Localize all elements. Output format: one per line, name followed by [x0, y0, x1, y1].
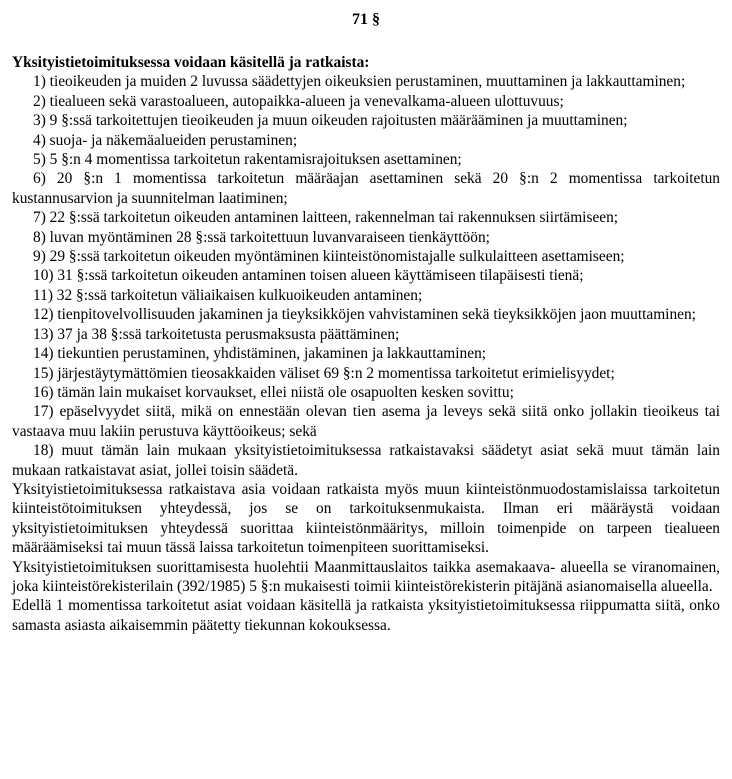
- list-item: 3) 9 §:ssä tarkoitettujen tieoikeuden ja muun oikeuden rajoitusten määrääminen ja muuttaminen;: [33, 112, 628, 130]
- list-item: 17) epäselvyydet siitä, mikä on ennestään olevan tien asema ja leveys sekä siitä onko jollakin tieoikeus tai vastaava muu lakiin perustuva käyttöoikeus; sekä: [12, 403, 720, 440]
- list-item: 13) 37 ja 38 §:ssä tarkoitetusta perusmaksusta päättäminen;: [33, 325, 400, 343]
- list-item: 1) tieoikeuden ja muiden 2 luvussa säädettyjen oikeuksien perustaminen, muuttaminen ja lakkauttaminen;: [33, 73, 686, 91]
- list-item: 8) luvan myöntäminen 28 §:ssä tarkoitettuun luvanvaraiseen tienkäyttöön;: [33, 228, 490, 246]
- list-item: 4) suoja- ja näkemäalueiden perustaminen;: [33, 131, 298, 149]
- list-item: 14) tiekuntien perustaminen, yhdistäminen, jakaminen ja lakkauttaminen;: [33, 345, 487, 363]
- list-item: 6) 20 §:n 1 momentissa tarkoitetun määräajan asettaminen sekä 20 §:n 2 momentissa tarkoitetun kustannusarvion ja suunnitelman laatiminen;: [12, 170, 720, 207]
- list-item: 10) 31 §:ssä tarkoitetun oikeuden antaminen toisen alueen käyttämiseen tilapäisesti tienä;: [33, 267, 584, 285]
- list-item: 7) 22 §:ssä tarkoitetun oikeuden antaminen laitteen, rakennelman tai rakennuksen siirtämiseen;: [33, 209, 619, 227]
- list-item: 18) muut tämän lain mukaan yksityistietoimituksessa ratkaistavaksi säädetyt asiat sekä muut tämän lain mukaan ratkaistavat asiat, jollei toisin säädetä.: [12, 442, 720, 479]
- paragraph-2: Yksityistietoimituksessa ratkaistava asia voidaan ratkaista myös muun kiinteistönmuodostamislaissa tarkoitetun kiinteistötoimituksen yhteydessä, jos se on tarkoituksenmukaista. Ilman eri määräystä voidaan yksityistietoimituksen yhteydessä suorittaa kiinteistönmääritys, milloin toimenpide on tarpeen tiealueen määräämiseksi tai muun tässä laissa tarkoitetun toimenpiteen suorittamiseksi.: [12, 480, 720, 557]
- list-item: 16) tämän lain mukaiset korvaukset, ellei niistä ole osapuolten kesken sovittu;: [33, 383, 514, 401]
- section-heading: 71 §: [352, 11, 380, 28]
- list-item: 12) tienpitovelvollisuuden jakaminen ja tieyksikköjen vahvistaminen sekä tieyksikköjen jaon muuttaminen;: [33, 306, 696, 324]
- paragraph-3: Yksityistietoimituksen suorittamisesta huolehtii Maanmittauslaitos taikka asemakaava- alueella se viranomainen, joka kiinteistörekisterilain (392/1985) 5 §:n mukaisesti toimii kiinteistörekisterin pitäjänä asianomaisella alueella.: [12, 558, 720, 595]
- list-item: 11) 32 §:ssä tarkoitetun väliaikaisen kulkuoikeuden antaminen;: [33, 286, 423, 304]
- document-page: [12, 10, 720, 635]
- list-item: 5) 5 §:n 4 momentissa tarkoitetun rakentamisrajoituksen asettaminen;: [33, 151, 462, 169]
- list-item: 9) 29 §:ssä tarkoitetun oikeuden myöntäminen kiinteistönomistajalle sulkulaitteen asettamiseen;: [33, 248, 625, 266]
- section-intro: Yksityistietoimituksessa voidaan käsitellä ja ratkaista:: [12, 54, 370, 71]
- list-item: 15) järjestäytymättömien tieosakkaiden väliset 69 §:n 2 momentissa tarkoitetut erimielisyydet;: [33, 364, 615, 382]
- paragraph-4: Edellä 1 momentissa tarkoitetut asiat voidaan käsitellä ja ratkaista yksityistietoimituksessa riippumatta siitä, onko samasta asiasta aikaisemmin päätetty tiekunnan kokouksessa.: [12, 597, 720, 634]
- list-item: 2) tiealueen sekä varastoalueen, autopaikka-alueen ja venevalkama-alueen ulottuvuus;: [33, 92, 564, 110]
- item-list: [12, 72, 720, 480]
